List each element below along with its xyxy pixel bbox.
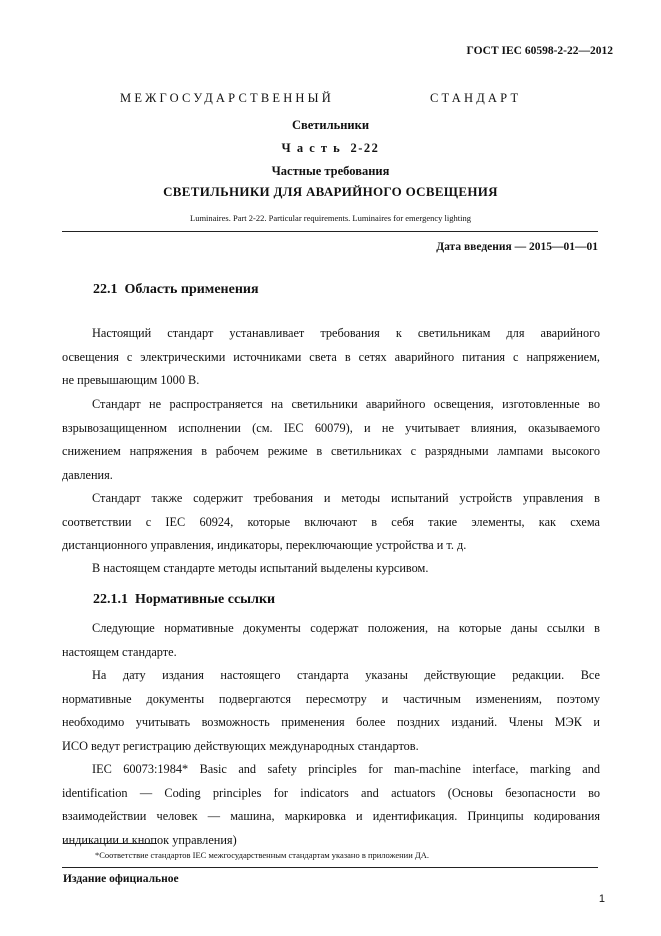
paragraph-line: identification — Coding principles for indicators and actuators (Основы безопасности во: [62, 785, 600, 800]
paragraph-line: Стандарт не распространяется на светильники аварийного освещения, изготовленные во: [92, 397, 600, 411]
paragraph-line: дистанционного управления, индикаторы, переключающие устройства и т. д.: [62, 538, 467, 552]
edition-label: Издание официальное: [63, 873, 179, 885]
banner-interstate: МЕЖГОСУДАРСТВЕННЫЙ: [120, 91, 334, 105]
paragraph-scope-1: [62, 322, 600, 393]
paragraph-line: На дату издания настоящего стандарта указаны действующие редакции. Все: [92, 668, 600, 682]
paragraph-references-3: [62, 758, 600, 852]
paragraph-line: Стандарт также содержит требования и методы испытаний устройств управления в: [92, 491, 600, 505]
paragraph-line: соответствии с IEC 60924, которые включают в себя такие элементы, как схема: [62, 514, 600, 529]
page-number: 1: [598, 893, 605, 905]
paragraph-scope-4: [92, 557, 600, 581]
paragraph-line: необходимо учитывать возможность применения более поздних изданий. Члены МЭК и: [62, 715, 600, 729]
paragraph-line: взаимодействии человек — машина, маркировка и идентификация. Принципы кодирования: [62, 809, 600, 823]
banner-standard: СТАНДАРТ: [430, 91, 522, 105]
paragraph-line: не превышающим 1000 В.: [62, 373, 200, 387]
footnote-separator: [63, 843, 157, 844]
introduction-date: Дата введения — 2015—01—01: [436, 241, 598, 253]
paragraph-scope-2: [62, 393, 600, 487]
paragraph-line: Настоящий стандарт устанавливает требования к светильникам для аварийного: [92, 326, 600, 340]
paragraph-line: взрывозащищенном исполнении (см. IEC 60079), и не учитывает влияния, оказываемого: [62, 420, 600, 435]
paragraph-line: давления.: [62, 467, 113, 482]
paragraph-scope-3: [62, 487, 600, 558]
paragraph-line: Следующие нормативные документы содержат положения, на которые даны ссылки в: [92, 621, 600, 635]
title-line-3: Частные требования: [271, 164, 390, 178]
title-english: Luminaires. Part 2-22. Particular requirements. Luminaires for emergency lighting: [190, 213, 471, 223]
paragraph-line: снижением напряжения в рабочем режиме в светильниках с разрядными лампами высокого: [62, 444, 600, 458]
paragraph-line: нормативные документы подвергаются пересмотру и частичным изменениям, поэтому: [62, 691, 600, 706]
title-divider: [62, 231, 598, 232]
section-heading-scope: 22.1 Область применения: [93, 282, 259, 297]
footnote: *Соответствие стандартов IEC межгосударственным стандартам указано в приложении ДА.: [95, 850, 429, 860]
paragraph-line: ИСО ведут регистрацию действующих международных стандартов.: [62, 738, 419, 753]
footer-divider: [62, 867, 598, 868]
title-main: СВЕТИЛЬНИКИ ДЛЯ АВАРИЙНОГО ОСВЕЩЕНИЯ: [163, 184, 498, 199]
paragraph-line: IEC 60073:1984* Basic and safety principles for man-machine interface, marking and: [92, 762, 600, 776]
document-code: ГОСТ IEC 60598-2-22—2012: [466, 45, 613, 57]
section-heading-references: 22.1.1 Нормативные ссылки: [93, 592, 276, 607]
paragraph-line: индикации и кнопок управления): [62, 832, 237, 847]
title-part: Ч а с т ь 2-22: [281, 141, 380, 155]
paragraph-line: В настоящем стандарте методы испытаний выделены курсивом.: [92, 561, 429, 575]
title-line-1: Светильники: [291, 118, 370, 132]
paragraph-line: настоящем стандарте.: [62, 644, 177, 659]
paragraph-line: освещения с электрическими источниками света в сетях аварийного питания с напряжением,: [62, 349, 600, 364]
paragraph-references-2: [62, 664, 600, 758]
paragraph-references-1: [62, 617, 600, 664]
